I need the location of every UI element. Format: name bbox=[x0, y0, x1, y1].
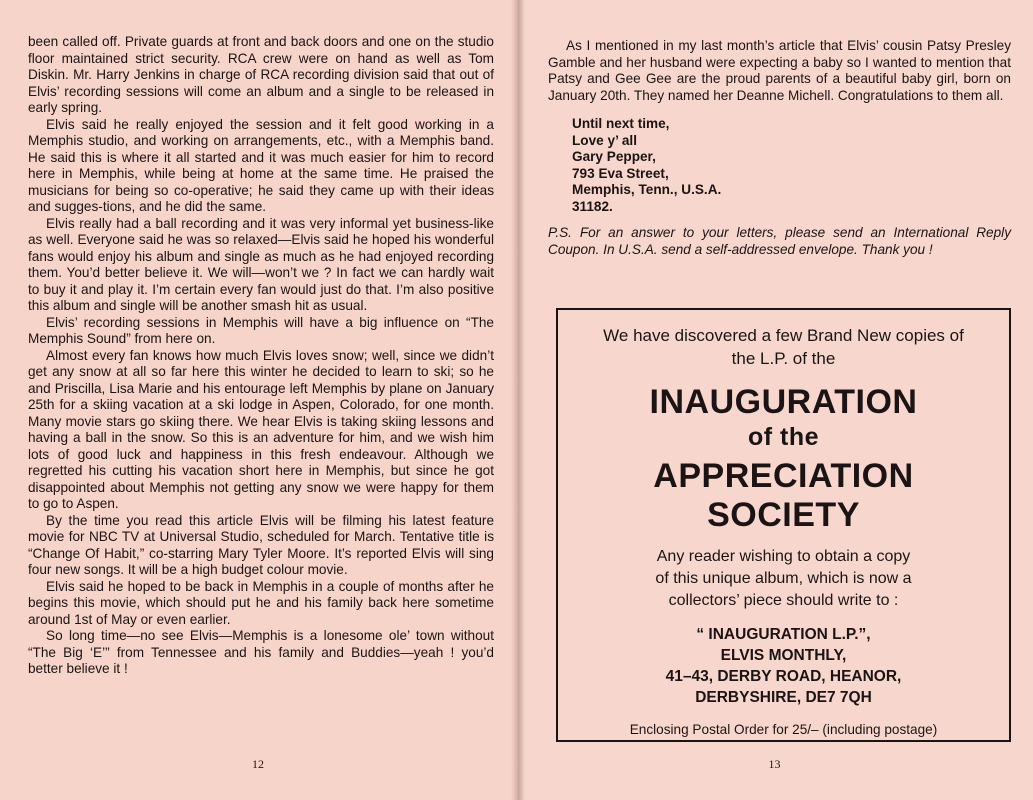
signoff-line: 793 Eva Street, bbox=[572, 165, 669, 181]
advertisement-box bbox=[556, 308, 1011, 742]
signoff-line: Love y’ all bbox=[572, 132, 637, 148]
postscript: P.S. For an answer to your letters, please send an International Reply Coupon. In U.S.A. send a self-addressed envelope. Thank you ! bbox=[548, 225, 1011, 257]
paragraph: Elvis’ recording sessions in Memphis will have a big influence on “The Memphis Sound” from here on. bbox=[28, 314, 494, 346]
left-page bbox=[0, 0, 516, 800]
page-gutter bbox=[511, 0, 525, 800]
address-line: “ INAUGURATION L.P.”, bbox=[696, 626, 871, 643]
paragraph: been called off. Private guards at front and back doors and one on the studio floor maintained strict security. RCA crew were on hand as well as Tom Diskin. Mr. Harry Jenkins in charge of RCA recording division said that out of Elvis’ recording sessions will come an album and a single to be released in early spring. bbox=[28, 34, 494, 115]
address-line: DERBYSHIRE, DE7 7QH bbox=[695, 689, 872, 706]
left-article-text bbox=[28, 34, 494, 678]
address-line: ELVIS MONTHLY, bbox=[720, 647, 847, 664]
advert-intro-line: the L.P. of the bbox=[731, 349, 836, 368]
advert-footer: Enclosing Postal Order for 25/– (including postage) bbox=[629, 722, 938, 737]
signoff-line: Until next time, bbox=[572, 116, 670, 131]
page-number-right: 13 bbox=[768, 757, 781, 771]
paragraph: By the time you read this article Elvis will be filming his latest feature movie for NBC TV at Universal Studio, scheduled for March. Tentative title is “Change Of Habit,” co-starring Mary Tyler Moore. It’s reported Elvis will sing four new songs. It will be a high budget colour movie. bbox=[28, 512, 494, 577]
page-number-left: 12 bbox=[252, 757, 264, 771]
signoff-line: Memphis, Tenn., U.S.A. bbox=[572, 182, 722, 197]
paragraph: Elvis said he really enjoyed the session and it felt good working in a Memphis studio, and working on arrangements, etc., with a Memphis band. He said this is where it all started and it was much easier for him to record here in Memphis, while being at home at the same time. He praised the musicians for being so co-operative; he said they came up with their ideas and sugges-tions, and he did the same. bbox=[28, 116, 494, 214]
advert-intro-line: We have discovered a few Brand New copies of bbox=[603, 326, 964, 345]
advert-body-line: collectors’ piece should write to : bbox=[668, 592, 899, 609]
advert-title-line: of the bbox=[747, 423, 820, 451]
advert-intro bbox=[558, 324, 1009, 370]
paragraph: Elvis said he hoped to be back in Memphis in a couple of months after he begins this movie, which should put he and his family back here sometime around 1st of May or even earlier. bbox=[28, 578, 494, 627]
advert-address bbox=[558, 624, 1009, 708]
advert-body-line: of this unique album, which is now a bbox=[655, 570, 912, 587]
paragraph: So long time—no see Elvis—Memphis is a lonesome ole’ town without “The Big ‘E’” from Tennessee and his family and Buddies—yeah ! you’d better believe it ! bbox=[28, 628, 494, 676]
right-article-text bbox=[548, 38, 1011, 104]
paragraph: Elvis really had a ball recording and it was very informal yet business-like as well. Everyone said he was so relaxed—Elvis said he hoped his wonderful fans would enjoy his album and single as much as he had enjoyed recording them. You’d better believe it. We will—won’t we ? In fact we can hardly wait to buy it and play it. I’m certain every fan would just do that. I’m also positive this album and single will be another smash hit as usual. bbox=[28, 215, 494, 313]
paragraph: As I mentioned in my last month’s article that Elvis’ cousin Patsy Presley Gamble and her husband were expecting a baby so I wanted to mention that Patsy and Gee Gee are the proud parents of a beautiful baby girl, born on January 20th. They named her Deanne Michell. Congratulations to them all. bbox=[548, 38, 1011, 103]
signoff-line: Gary Pepper, bbox=[572, 149, 656, 164]
advert-body-line: Any reader wishing to obtain a copy bbox=[656, 548, 911, 565]
advert-title-line: APPRECIATION bbox=[653, 457, 914, 495]
advert-body bbox=[558, 546, 1009, 612]
address-line: 41–43, DERBY ROAD, HEANOR, bbox=[665, 668, 902, 685]
signoff-line: 31182. bbox=[572, 198, 613, 214]
signoff-block bbox=[572, 116, 1011, 215]
advert-title-line: INAUGURATION bbox=[649, 383, 918, 421]
paragraph: Almost every fan knows how much Elvis loves snow; well, since we didn’t get any snow at all so far here this winter he decided to learn to ski; so he and Priscilla, Lisa Marie and his entourage left Memphis by plane on January 25th for a skiing vacation at a ski lodge in Aspen, Colorado, for one month. Many movie stars go skiing there. We hear Elvis is taking skiing lessons and having a ball in the snow. So this is an adventure for him, and we wish him lots of good luck and happiness in this fresh endeavour. Although we regretted his cutting his vacation short here in Memphis, but since he got disappointed about Memphis not getting any snow we were happy for them to go to Aspen. bbox=[28, 347, 494, 511]
right-page bbox=[516, 0, 1033, 800]
advert-title-line: SOCIETY bbox=[707, 496, 860, 534]
